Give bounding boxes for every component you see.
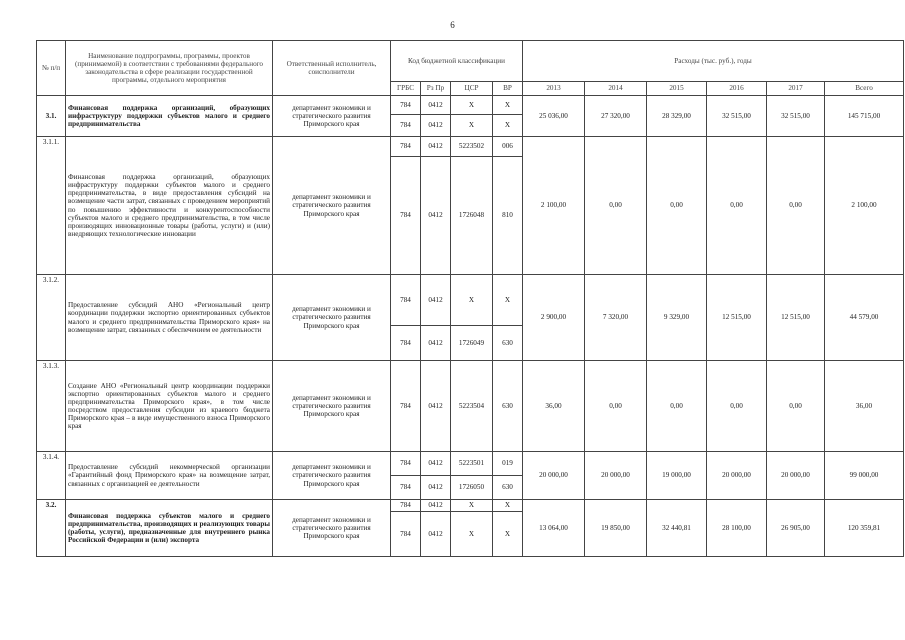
code-rzpr: 0412 xyxy=(421,326,451,361)
code-csr: X xyxy=(451,500,493,512)
value-2017: 0,00 xyxy=(767,361,825,452)
code-vr: 630 xyxy=(493,326,523,361)
row-num: 3.2. xyxy=(37,500,66,557)
header-expenses: Расходы (тыс. руб.), годы xyxy=(523,41,904,82)
header-bcc: Код бюджетной классификации xyxy=(391,41,523,82)
value-2016: 28 100,00 xyxy=(707,500,767,557)
header-2015: 2015 xyxy=(647,82,707,96)
code-grbs: 784 xyxy=(391,96,421,115)
header-num: № п/п xyxy=(37,41,66,96)
header-2014: 2014 xyxy=(585,82,647,96)
value-2015: 19 000,00 xyxy=(647,452,707,500)
code-rzpr: 0412 xyxy=(421,361,451,452)
row-name: Создание АНО «Региональный центр координации поддержки экспортно ориентированных субъектов малого и среднего предпринимательства Приморского края», в том числе посредством предоставления субсидии из краевого бюджета Приморского края – в виде имущественного взноса Приморского края xyxy=(66,361,273,452)
code-rzpr: 0412 xyxy=(421,137,451,157)
value-total: 2 100,00 xyxy=(825,137,904,275)
row-num: 3.1.1. xyxy=(37,137,66,275)
code-vr: 630 xyxy=(493,476,523,500)
code-rzpr: 0412 xyxy=(421,96,451,115)
code-grbs: 784 xyxy=(391,500,421,512)
header-2017: 2017 xyxy=(767,82,825,96)
code-rzpr: 0412 xyxy=(421,157,451,275)
code-vr: 630 xyxy=(493,361,523,452)
table-row xyxy=(37,361,904,452)
value-2015: 28 329,00 xyxy=(647,96,707,137)
code-rzpr: 0412 xyxy=(421,452,451,476)
page-number: 6 xyxy=(450,20,455,30)
table-row xyxy=(37,137,904,157)
table-row xyxy=(37,96,904,115)
code-vr: 810 xyxy=(493,157,523,275)
code-vr: X xyxy=(493,115,523,137)
value-2014: 19 850,00 xyxy=(585,500,647,557)
value-2016: 32 515,00 xyxy=(707,96,767,137)
code-vr: X xyxy=(493,500,523,512)
value-2016: 20 000,00 xyxy=(707,452,767,500)
value-total: 44 579,00 xyxy=(825,275,904,361)
value-2017: 20 000,00 xyxy=(767,452,825,500)
value-2013: 13 064,00 xyxy=(523,500,585,557)
header-csr: ЦСР xyxy=(451,82,493,96)
value-2013: 25 036,00 xyxy=(523,96,585,137)
code-vr: 019 xyxy=(493,452,523,476)
header-total: Всего xyxy=(825,82,904,96)
code-rzpr: 0412 xyxy=(421,512,451,557)
value-2016: 12 515,00 xyxy=(707,275,767,361)
code-csr: 1726048 xyxy=(451,157,493,275)
code-vr: X xyxy=(493,275,523,326)
row-executor: департамент экономики и стратегического развития Приморского края xyxy=(273,452,391,500)
row-num: 3.1.2. xyxy=(37,275,66,361)
row-name: Финансовая поддержка организаций, образующих инфраструктуру поддержки субъектов малого и среднего предпринимательства, в виде предоставления субсидий на возмещение части затрат, связанных с проведением мероприятий по повышению эффективности и конкурентоспособности субъектов малого и среднего предпринимательства, в том числе производящих инновационные товары (работы, услуги) и (или) внедряющих технологические инновации xyxy=(66,137,273,275)
code-csr: 5223504 xyxy=(451,361,493,452)
value-2016: 0,00 xyxy=(707,361,767,452)
value-total: 145 715,00 xyxy=(825,96,904,137)
code-vr: X xyxy=(493,512,523,557)
header-rzpr: Рз Пр xyxy=(421,82,451,96)
table-row xyxy=(37,275,904,326)
code-csr: 5223501 xyxy=(451,452,493,476)
code-grbs: 784 xyxy=(391,476,421,500)
value-2015: 0,00 xyxy=(647,361,707,452)
value-2014: 7 320,00 xyxy=(585,275,647,361)
value-2015: 0,00 xyxy=(647,137,707,275)
code-csr: X xyxy=(451,115,493,137)
row-name: Финансовая поддержка субъектов малого и среднего предпринимательства, производящих и реализующих товары (работы, услуги), предназначенные для внутреннего рынка Российской Федерации и (или) экспорта xyxy=(66,500,273,557)
row-executor: департамент экономики и стратегического развития Приморского края xyxy=(273,96,391,137)
code-csr: 1726049 xyxy=(451,326,493,361)
row-num: 3.1. xyxy=(37,96,66,137)
header-2013: 2013 xyxy=(523,82,585,96)
row-executor: департамент экономики и стратегического развития Приморского края xyxy=(273,500,391,557)
value-2015: 32 440,81 xyxy=(647,500,707,557)
code-vr: 006 xyxy=(493,137,523,157)
header-executor: Ответственный исполнитель, соисполнители xyxy=(273,41,391,96)
code-grbs: 784 xyxy=(391,361,421,452)
code-grbs: 784 xyxy=(391,512,421,557)
code-csr: X xyxy=(451,275,493,326)
value-2014: 0,00 xyxy=(585,361,647,452)
value-2013: 2 100,00 xyxy=(523,137,585,275)
row-executor: департамент экономики и стратегического развития Приморского края xyxy=(273,361,391,452)
value-total: 36,00 xyxy=(825,361,904,452)
row-executor: департамент экономики и стратегического развития Приморского края xyxy=(273,275,391,361)
value-2013: 36,00 xyxy=(523,361,585,452)
header-2016: 2016 xyxy=(707,82,767,96)
code-grbs: 784 xyxy=(391,275,421,326)
code-csr: X xyxy=(451,512,493,557)
value-2016: 0,00 xyxy=(707,137,767,275)
code-grbs: 784 xyxy=(391,452,421,476)
row-name: Предоставление субсидий АНО «Региональный центр координации поддержки экспортно ориентированных субъектов малого и среднего предпринимательства Приморского края» на возмещение затрат, связанных с обеспечением ее деятельности xyxy=(66,275,273,361)
value-2013: 20 000,00 xyxy=(523,452,585,500)
row-num: 3.1.4. xyxy=(37,452,66,500)
value-2013: 2 900,00 xyxy=(523,275,585,361)
code-csr: 5223502 xyxy=(451,137,493,157)
value-total: 99 000,00 xyxy=(825,452,904,500)
code-grbs: 784 xyxy=(391,115,421,137)
value-2017: 12 515,00 xyxy=(767,275,825,361)
row-executor: департамент экономики и стратегического развития Приморского края xyxy=(273,137,391,275)
code-csr: 1726050 xyxy=(451,476,493,500)
value-2015: 9 329,00 xyxy=(647,275,707,361)
value-2014: 20 000,00 xyxy=(585,452,647,500)
code-grbs: 784 xyxy=(391,326,421,361)
table-row xyxy=(37,500,904,512)
value-2017: 32 515,00 xyxy=(767,96,825,137)
code-csr: X xyxy=(451,96,493,115)
value-2017: 26 905,00 xyxy=(767,500,825,557)
value-2017: 0,00 xyxy=(767,137,825,275)
row-name: Предоставление субсидий некоммерческой организации «Гарантийный фонд Приморского края» на возмещение затрат, связанных с организацией ее деятельности xyxy=(66,452,273,500)
value-2014: 27 320,00 xyxy=(585,96,647,137)
row-num: 3.1.3. xyxy=(37,361,66,452)
code-grbs: 784 xyxy=(391,137,421,157)
code-rzpr: 0412 xyxy=(421,476,451,500)
header-vr: ВР xyxy=(493,82,523,96)
code-vr: X xyxy=(493,96,523,115)
code-rzpr: 0412 xyxy=(421,500,451,512)
row-name: Финансовая поддержка организаций, образующих инфраструктуру поддержки субъектов малого и среднего предпринимательства xyxy=(66,96,273,137)
code-rzpr: 0412 xyxy=(421,275,451,326)
value-2014: 0,00 xyxy=(585,137,647,275)
header-grbs: ГРБС xyxy=(391,82,421,96)
table-row xyxy=(37,452,904,476)
value-total: 120 359,81 xyxy=(825,500,904,557)
budget-table xyxy=(36,40,904,557)
code-rzpr: 0412 xyxy=(421,115,451,137)
header-name: Наименование подпрограммы, программы, проектов (принимаемой) в соответствии с требованиями федерального законодательства в сфере реализации государственной программы, отдельного мероприятия xyxy=(66,41,273,96)
code-grbs: 784 xyxy=(391,157,421,275)
